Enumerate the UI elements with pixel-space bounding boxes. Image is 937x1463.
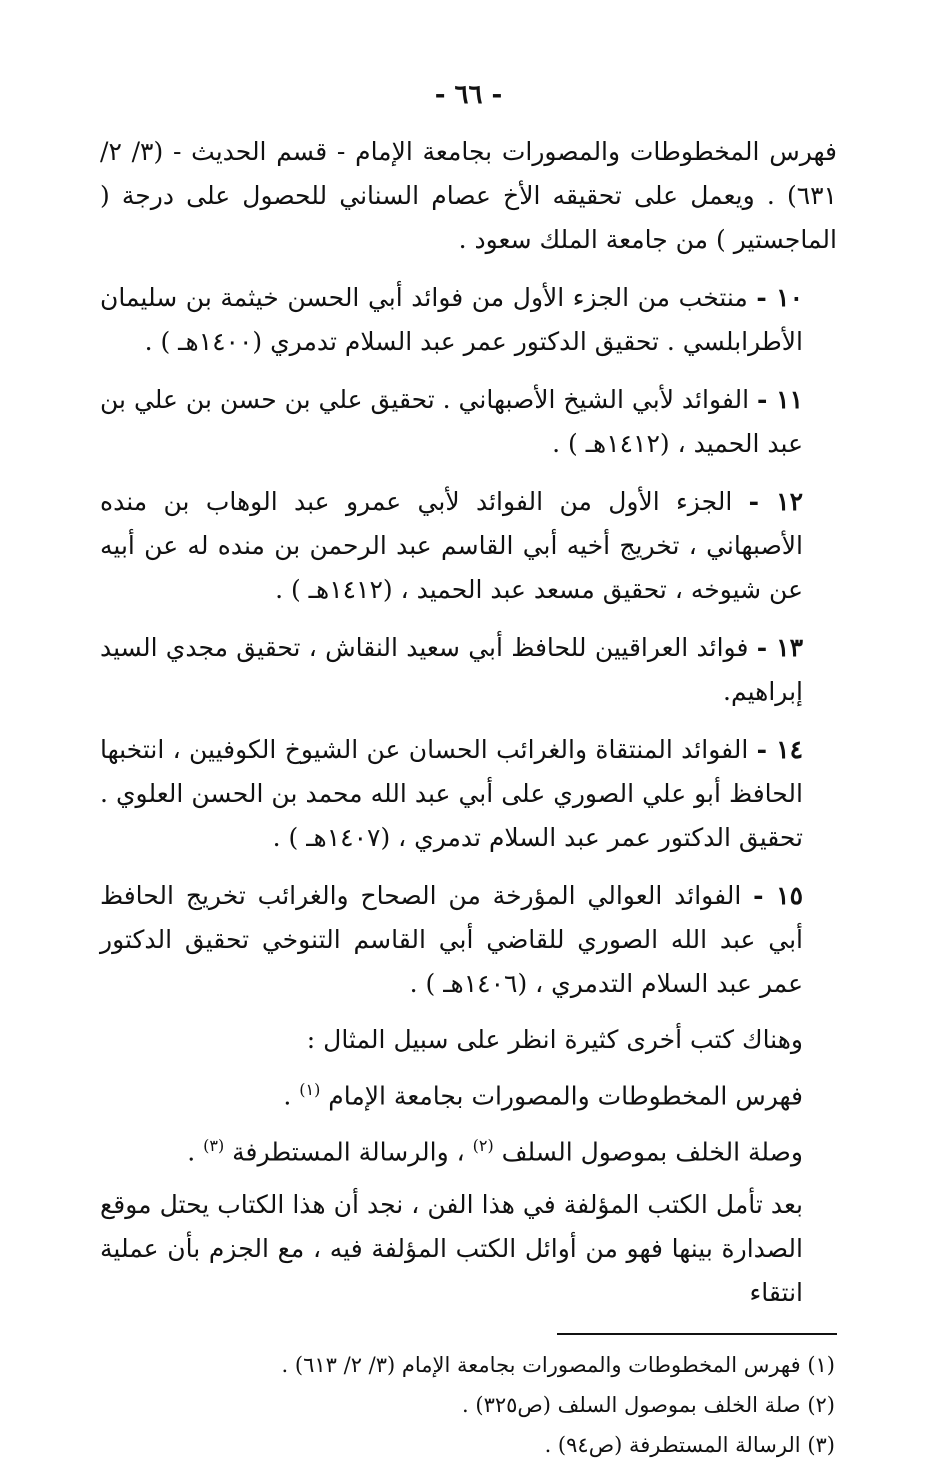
- footnote-3: (٣) الرسالة المستطرفة (ص٩٤) .: [544, 1432, 835, 1457]
- list-item-11: [100, 378, 837, 466]
- item-number: ١٠ -: [756, 283, 803, 312]
- item-number: ١٢ -: [748, 487, 803, 516]
- item-text: فوائد العراقيين للحافظ أبي سعيد النقاش ، تحقيق مجدي السيد إبراهيم.: [100, 633, 803, 706]
- item-text: الفوائد لأبي الشيخ الأصبهاني . تحقيق علي بن حسن بن علي بن عبد الحميد ، (١٤١٢هـ ) .: [100, 385, 803, 458]
- paragraph-conclusion: بعد تأمل الكتب المؤلفة في هذا الفن ، نجد أن هذا الكتاب يحتل موقع الصدارة بينها فهو من أوائل الكتب المؤلفة فيه ، مع الجزم بأن عملية انتقاء: [100, 1189, 803, 1307]
- item-number: ١٣ -: [756, 633, 803, 662]
- footnote-ref-3[interactable]: (٣): [203, 1136, 225, 1156]
- item-text: منتخب من الجزء الأول من فوائد أبي الحسن خيثمة بن سليمان الأطرابلسي . تحقيق الدكتور عمر عبد السلام تدمري (١٤٠٠هـ ) .: [100, 283, 803, 356]
- document-page: [100, 80, 837, 1457]
- footnote-ref-2[interactable]: (٢): [472, 1136, 494, 1156]
- footnote-1: (١) فهرس المخطوطات والمصورات بجامعة الإمام (٣/ ٢/ ٦١٣) .: [281, 1352, 835, 1377]
- item-text: الفوائد المنتقاة والغرائب الحسان عن الشيوخ الكوفيين ، انتخبها الحافظ أبو علي الصوري على أبي عبد الله محمد بن الحسن العلوي . تحقيق الدكتور عمر عبد السلام تدمري ، (١٤٠٧هـ ) .: [100, 735, 803, 852]
- item-text: الفوائد العوالي المؤرخة من الصحاح والغرائب تخريج الحافظ أبي عبد الله الصوري للقاضي أبي القاسم التنوخي تحقيق الدكتور عمر عبد السلام التدمري ، (١٤٠٦هـ ) .: [100, 881, 804, 998]
- page-number: - ٦٦ -: [434, 80, 503, 110]
- footnote-2: (٢) صلة الخلف بموصول السلف (ص٣٢٥) .: [462, 1392, 835, 1417]
- example-line-1: [100, 1070, 837, 1116]
- example-line-2: [100, 1126, 837, 1172]
- footnote-divider: [557, 1333, 837, 1335]
- list-item-15: [100, 874, 837, 1006]
- item-number: ١١ -: [757, 385, 803, 414]
- list-item-14: [100, 728, 837, 860]
- list-item-13: [100, 626, 837, 714]
- paragraph-continuation: فهرس المخطوطات والمصورات بجامعة الإمام - قسم الحديث - (٣/ ٢/ ٦٣١) . ويعمل على تحقيقه الأخ عصام السناني للحصول على درجة ( الماجستير ) من جامعة الملك سعود .: [100, 137, 837, 254]
- list-item-12: [100, 480, 837, 612]
- example-end: .: [283, 1081, 292, 1111]
- examples-intro: وهناك كتب أخرى كثيرة انظر على سبيل المثال :: [306, 1025, 803, 1054]
- item-number: ١٤ -: [756, 735, 803, 764]
- example-text-b: ، والرسالة المستطرفة: [232, 1137, 465, 1167]
- example-text: فهرس المخطوطات والمصورات بجامعة الإمام: [328, 1081, 803, 1111]
- item-text: الجزء الأول من الفوائد لأبي عمرو عبد الوهاب بن منده الأصبهاني ، تخريج أخيه أبي القاسم عبد الرحمن بن منده له عن أبيه عن شيوخه ، تحقيق مسعد عبد الحميد ، (١٤١٢هـ ) .: [100, 487, 803, 604]
- item-number: ١٥ -: [753, 881, 803, 910]
- example-text-a: وصلة الخلف بموصول السلف: [501, 1137, 803, 1167]
- list-item-10: [100, 276, 837, 364]
- footnote-ref-1[interactable]: (١): [299, 1080, 321, 1099]
- example-end: .: [187, 1137, 196, 1167]
